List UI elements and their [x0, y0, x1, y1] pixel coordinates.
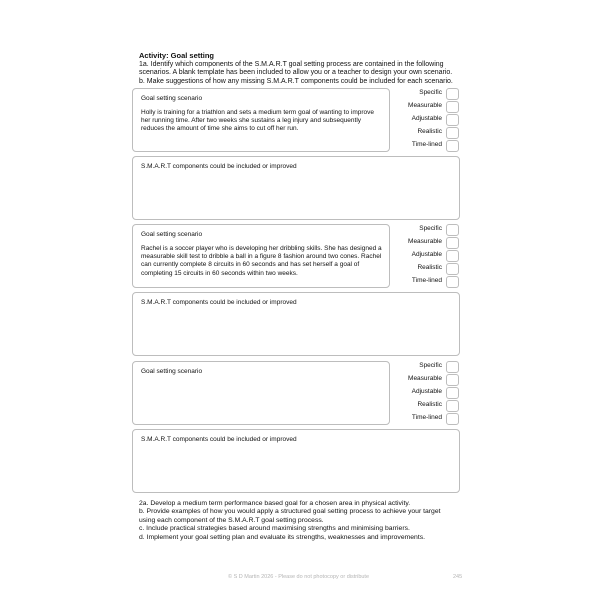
- task-line-1: 2a. Develop a medium term performance based goal for a chosen area in physical activity.: [139, 500, 411, 507]
- checkbox-adjustable[interactable]: [446, 114, 459, 126]
- scenario-box-3[interactable]: [132, 361, 390, 425]
- page-number: 245: [453, 574, 463, 580]
- components-label: S.M.A.R.T components could be included or improved: [141, 299, 297, 306]
- checkbox-time-lined[interactable]: [446, 276, 459, 288]
- task-line-4: c. Include practical strategies based around maximising strengths and minimising barriers.: [139, 525, 410, 533]
- scenario-label: Goal setting scenario: [141, 368, 203, 375]
- scenario-label: Goal setting scenario: [141, 231, 203, 238]
- smart-label-realistic: Realistic: [417, 401, 442, 408]
- scenario-box-2: [132, 224, 390, 288]
- scenario-text: Rachel is a soccer player who is developing her dribbling skills. She has designed a measurable skill test to dribble a ball in a figure 8 fashion around two cones. Rachel can currently complete 8 circuits in 60 seconds and has set herself a goal of completing 15 circuits in 60 seconds within two weeks.: [141, 245, 382, 277]
- checkbox-specific[interactable]: [446, 88, 459, 100]
- smart-label-specific: Specific: [419, 89, 442, 96]
- task-instructions: [139, 500, 469, 542]
- smart-label-adjustable: Adjustable: [411, 388, 442, 395]
- instruction-line-1: 1a. Identify which components of the S.M.A.R.T goal setting process are contained in the following: [139, 60, 444, 68]
- smart-label-adjustable: Adjustable: [411, 115, 442, 122]
- smart-label-measurable: Measurable: [408, 102, 442, 109]
- smart-label-adjustable: Adjustable: [411, 251, 442, 258]
- instruction-line-3: b. Make suggestions of how any missing S.M.A.R.T components could be included for each scenario.: [139, 77, 453, 85]
- components-box-2[interactable]: [132, 292, 460, 356]
- checkbox-time-lined[interactable]: [446, 413, 459, 425]
- activity-instructions: [139, 52, 469, 86]
- checkbox-measurable[interactable]: [446, 374, 459, 386]
- components-label: S.M.A.R.T components could be included or improved: [141, 163, 297, 170]
- checkbox-realistic[interactable]: [446, 127, 459, 139]
- smart-label-time-lined: Time-lined: [411, 141, 442, 148]
- smart-label-time-lined: Time-lined: [411, 277, 442, 284]
- scenario-label: Goal setting scenario: [141, 95, 203, 102]
- components-box-1[interactable]: [132, 156, 460, 220]
- checkbox-adjustable[interactable]: [446, 250, 459, 262]
- checkbox-realistic[interactable]: [446, 263, 459, 275]
- checkbox-measurable[interactable]: [446, 101, 459, 113]
- checkbox-realistic[interactable]: [446, 400, 459, 412]
- components-box-3[interactable]: [132, 429, 460, 493]
- activity-title: Activity: Goal setting: [139, 51, 215, 60]
- smart-label-measurable: Measurable: [408, 375, 442, 382]
- checkbox-time-lined[interactable]: [446, 140, 459, 152]
- scenario-text: Holly is training for a triathlon and sets a medium term goal of wanting to improve her running time. After two weeks she sustains a leg injury and subsequently reduces the amount of time she aims to cut off her run.: [141, 109, 375, 133]
- checkbox-adjustable[interactable]: [446, 387, 459, 399]
- smart-label-specific: Specific: [419, 362, 442, 369]
- smart-label-measurable: Measurable: [408, 238, 442, 245]
- checkbox-specific[interactable]: [446, 361, 459, 373]
- scenario-box-1: [132, 88, 390, 152]
- checkbox-specific[interactable]: [446, 224, 459, 236]
- task-line-2: b. Provide examples of how you would apply a structured goal setting process to achieve your target: [139, 508, 441, 516]
- components-label: S.M.A.R.T components could be included or improved: [141, 436, 297, 443]
- instruction-line-2: scenarios. A blank template has been included to allow you or a teacher to design your own scenario.: [139, 69, 453, 76]
- smart-label-realistic: Realistic: [417, 128, 442, 135]
- task-line-3: using each component of the S.M.A.R.T goal setting process.: [139, 516, 324, 524]
- smart-label-specific: Specific: [419, 225, 442, 232]
- task-line-5: d. Implement your goal setting plan and evaluate its strengths, weaknesses and improvements.: [139, 533, 426, 541]
- checkbox-measurable[interactable]: [446, 237, 459, 249]
- copyright-notice: © S D Martin 2026 - Please do not photocopy or distribute: [228, 574, 370, 580]
- smart-label-time-lined: Time-lined: [411, 414, 442, 421]
- smart-label-realistic: Realistic: [417, 264, 442, 271]
